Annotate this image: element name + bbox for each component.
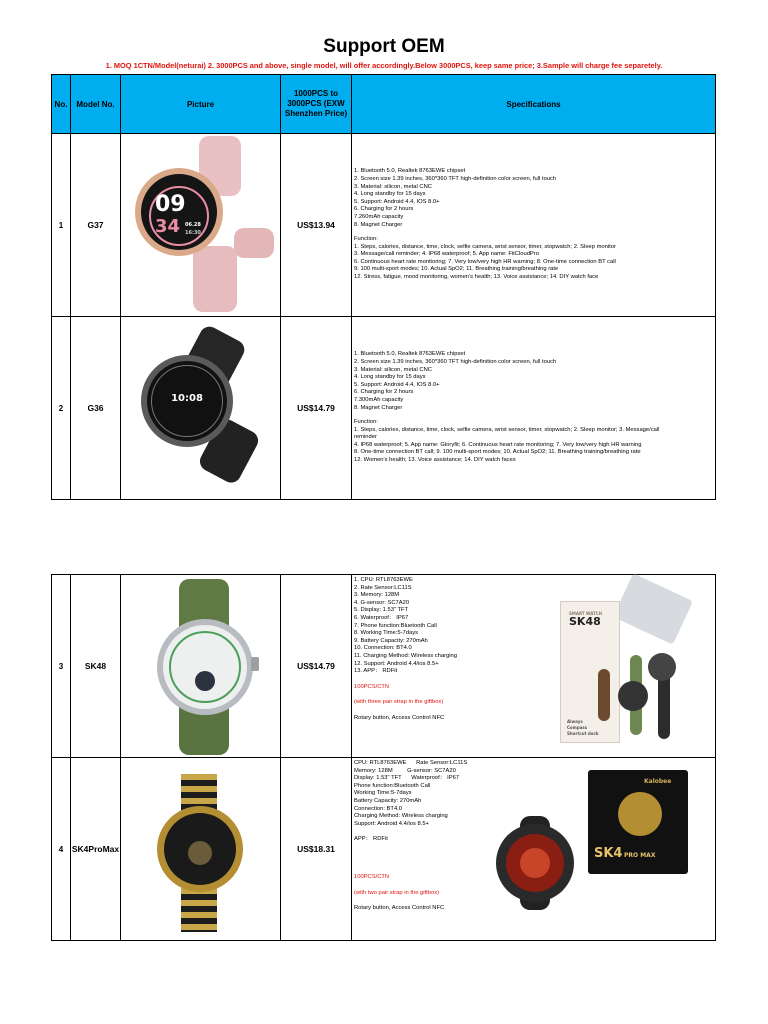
sk48-giftbox-image [560, 585, 686, 745]
spec-line: 5. Display: 1.53" TFT [354, 607, 409, 614]
function-line: 8. One-time connection BT call; 9. 100 multi-sport modes; 10. Actual SpO2; 11. Breathing training/breathing rate [354, 449, 641, 456]
packing-info: 100PCS/CTN [354, 873, 390, 880]
g36-watch-image [129, 331, 274, 491]
spec-line: 6. Waterproof： IP67 [354, 614, 409, 621]
spec-line: 12. Support: Android 4.4/ios 8.5+ [354, 660, 439, 667]
header-specs: Specifications [352, 75, 716, 134]
function-heading: Function: [354, 236, 378, 243]
extra-features: Rotary button, Access Control NFC [354, 905, 445, 912]
product-price: US$13.94 [281, 134, 352, 317]
product-picture [121, 758, 281, 941]
strap-note: (with three pair strap in the giftbox) [354, 699, 444, 706]
product-picture [121, 134, 281, 317]
spec-line: Charging Method: Wireless charging [354, 813, 448, 820]
box-tag: Always [567, 719, 583, 724]
spec-line: 9. Battery Capacity: 270mAh [354, 637, 428, 644]
page-title: Support OEM [323, 36, 445, 57]
function-heading: Function: [354, 419, 378, 426]
extra-features: Rotary button, Access Control NFC [354, 714, 445, 721]
spec-line: 3. Material: silicon, metal CNC [354, 366, 432, 373]
row-no: 4 [52, 758, 71, 941]
function-line: 12. Stress, fatigue, mood monitoring, women's health; 13. Voice assistance; 14. DIY watch face [354, 274, 599, 281]
header-no: No. [52, 75, 71, 134]
spec-line: Support: Android 4.4/ios 8.5+ [354, 820, 429, 827]
box-tag: Compass [567, 725, 588, 730]
spec-line: 6. Charging for 2 hours [354, 389, 414, 396]
product-table-1 [51, 74, 716, 500]
spec-line: 8. Magnet Charger [354, 404, 403, 411]
sk4promax-watch-closeup [490, 816, 580, 910]
function-line: 9. 100 multi-sport modes; 10. Actual SpO2; 11. Breathing training/breathing rate [354, 266, 559, 273]
spec-line: Display: 1.53" TFT Waterproof： IP67 [354, 775, 460, 782]
spec-line: 8. Working Time:5-7days [354, 630, 419, 637]
function-line: 6. Continuous heart rate monitoring; 7. Very low/very high HR warning; 8. One-time connection BT call [354, 258, 616, 265]
table-row [52, 575, 716, 758]
watch-time-minute: 34 [155, 216, 181, 237]
box-label: SK4 [594, 846, 623, 861]
spec-line: 10. Connection: BT4.0 [354, 645, 412, 652]
spec-line: 1. Bluetooth 5.0, Realtek 8763EWE chipset [354, 351, 466, 358]
app-name: APP： RDFit [354, 836, 388, 843]
g37-watch-image [129, 136, 274, 314]
spec-line: 2. Screen size 1.39 inches, 360*360 TFT high-definition color screen, full touch [354, 175, 557, 182]
spec-line: Working Time:5-7days [354, 790, 412, 797]
function-line: 1. Steps, calories, distance, time, clock, selfie camera, wrist sensor, timer, stopwatch; 2. Sleep monitor; 3. Message/call [354, 426, 660, 433]
table-row [52, 758, 716, 941]
spec-line: 5. Support: Android 4.4, IOS 8.0+ [354, 198, 440, 205]
spec-line: 6. Charging for 2 hours [354, 206, 414, 213]
spec-line: 8. Magnet Charger [354, 221, 403, 228]
specifications [352, 575, 716, 758]
model-no: SK48 [71, 575, 121, 758]
spec-line: Memory: 128M G-sensor: SC7A20 [354, 767, 456, 774]
spec-line: Phone function:Bluetooth Call [354, 782, 431, 789]
spec-line: 13. APP： RDFit [354, 668, 398, 675]
spec-line: 4. Long standby for 15 days [354, 191, 426, 198]
spec-line: 2. Screen size 1.39 inches, 360*360 TFT high-definition color screen, full touch [354, 358, 557, 365]
table-row [52, 317, 716, 500]
model-no: G37 [71, 134, 121, 317]
spec-line: 2. Rate Sensor:LC11S [354, 584, 412, 591]
product-picture [121, 575, 281, 758]
function-line: reminder [354, 434, 377, 441]
spec-line: 1. CPU: RTL8763EWE [354, 577, 413, 583]
spec-line: Connection: BT4.0 [354, 805, 403, 812]
function-line: 1. Steps, calories, distance, time, clock, selfie camera, wrist sensor, timer, stopwatch; 2. Sleep monitor [354, 243, 616, 250]
model-no: SK4ProMax [71, 758, 121, 941]
product-price: US$14.79 [281, 575, 352, 758]
spec-line: 7.260mAh capacity [354, 213, 404, 220]
function-line: 12. Women's health; 13. Voice assistance; 14. DIY watch faces [354, 457, 516, 464]
packing-info: 100PCS/CTN [354, 683, 390, 690]
product-table-2 [51, 574, 716, 941]
table-header-row [52, 75, 716, 134]
sk4promax-giftbox-image [588, 770, 688, 874]
spec-line: 5. Support: Android 4.4, IOS 8.0+ [354, 381, 440, 388]
spec-line: Battery Capacity: 270mAh [354, 797, 422, 804]
spec-line: 7. Phone function:Bluetooth Call [354, 622, 437, 629]
box-label-suffix: PRO MAX [624, 852, 656, 859]
row-no: 2 [52, 317, 71, 500]
spec-line: 3. Material: silicon, metal CNC [354, 183, 432, 190]
function-line: 4. IP68 waterproof; 5. App name: Gloryfit; 6. Continuous heart rate monitoring; 7. Very low/very high HR warning [354, 441, 642, 448]
watch-time-hour: 09 [155, 192, 186, 217]
watch-date: 06.28 [185, 222, 201, 228]
table-row [52, 134, 716, 317]
spec-line: 1. Bluetooth 5.0, Realtek 8763EWE chipset [354, 168, 466, 175]
model-no: G36 [71, 317, 121, 500]
header-price: 1000PCS to 3000PCS (EXW Shenzhen Price) [281, 75, 352, 134]
product-price: US$18.31 [281, 758, 352, 941]
sk4promax-watch-image [151, 774, 251, 934]
row-no: 3 [52, 575, 71, 758]
watch-clock: 16:30 [185, 230, 201, 236]
specifications [352, 134, 716, 317]
sk48-watch-image [131, 579, 271, 755]
header-picture: Picture [121, 75, 281, 134]
specifications [352, 758, 716, 941]
specifications [352, 317, 716, 500]
spec-line: 11. Charging Method: Wireless charging [354, 652, 457, 659]
spec-line: 4. G-sensor: SC7A20 [354, 599, 410, 606]
spec-line: 7.300mAh capacity [354, 396, 404, 403]
row-no: 1 [52, 134, 71, 317]
box-tag: Shortcut dock [567, 731, 599, 736]
spec-line: 4. Long standby for 15 days [354, 374, 426, 381]
spec-line: 3. Memory: 128M [354, 592, 400, 599]
watch-time: 10:08 [171, 393, 203, 404]
moq-notice: 1. MOQ 1CTN/Model(neturai) 2. 3000PCS and above, single model, will offer accordingly.Below 3000PCS, keep same price; 3.Sample will charge fee separetely. [105, 61, 663, 70]
header-model: Model No. [71, 75, 121, 134]
function-line: 3. Message/call reminder; 4. IP68 waterproof; 5. App name: FitCloudPro [354, 251, 539, 258]
spec-line: CPU: RTL8763EWE Rate Sensor:LC11S [354, 760, 468, 766]
box-label: SK48 [569, 615, 601, 628]
product-price: US$14.79 [281, 317, 352, 500]
strap-note: (with two pair strap in the giftbox) [354, 889, 440, 896]
box-brand: Kalobee [644, 778, 672, 785]
box-top-text: SMART WATCH [569, 611, 603, 616]
product-picture [121, 317, 281, 500]
